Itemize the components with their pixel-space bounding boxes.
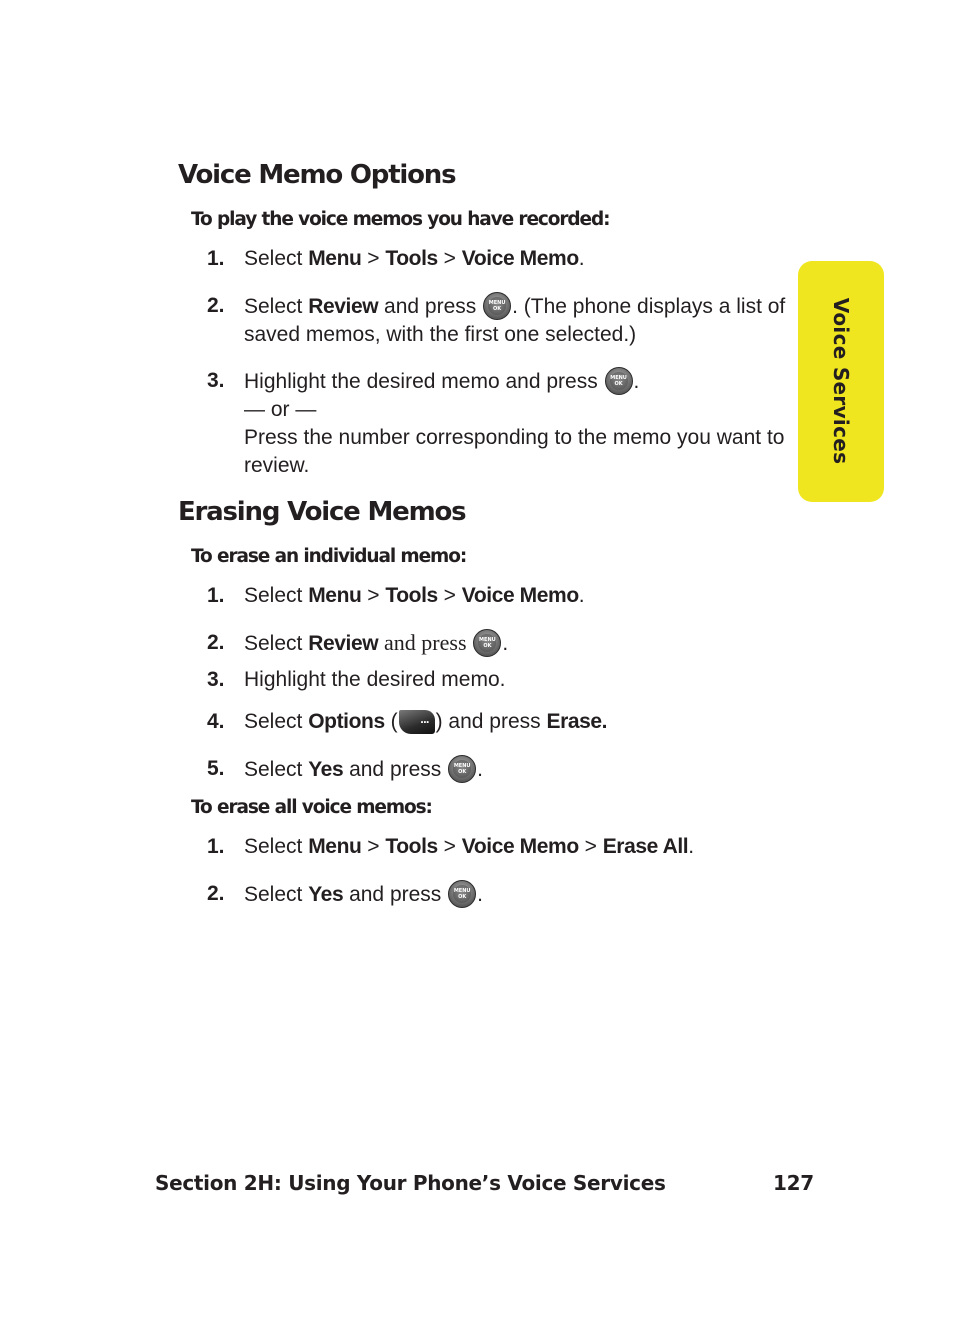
voice-memo-label: Voice Memo: [461, 835, 579, 858]
step-number: 3.: [207, 369, 225, 392]
step-number: 1.: [207, 584, 225, 607]
step-number: 3.: [207, 668, 225, 691]
footer-section-title: Section 2H: Using Your Phone’s Voice Services: [155, 1171, 666, 1195]
side-tab-label: Voice Services: [829, 297, 853, 465]
yes-label: Yes: [308, 758, 344, 781]
tools-label: Tools: [385, 835, 438, 858]
voice-memo-label: Voice Memo: [461, 247, 579, 270]
step-number: 5.: [207, 757, 225, 780]
right-softkey-icon: ...: [399, 710, 435, 734]
review-label: Review: [308, 295, 379, 318]
erase-all-label: Erase All: [602, 835, 689, 858]
menu-ok-key-icon: MENU OK: [605, 367, 633, 395]
alternative-instruction: Press the number corresponding to the memo you want to review.: [244, 426, 785, 477]
menu-ok-key-icon: MENU OK: [483, 292, 511, 320]
step-number: 4.: [207, 710, 225, 733]
lead-play-memos: To play the voice memos you have recorded:: [191, 209, 610, 230]
menu-label: Menu: [308, 247, 362, 270]
step-number: 2.: [207, 294, 225, 317]
tools-label: Tools: [385, 247, 438, 270]
lead-erase-individual: To erase an individual memo:: [191, 546, 467, 567]
review-label: Review: [308, 632, 379, 655]
voice-memo-label: Voice Memo: [461, 584, 579, 607]
step-number: 1.: [207, 835, 225, 858]
lead-erase-all: To erase all voice memos:: [191, 797, 432, 818]
page-number: 127: [773, 1171, 814, 1195]
or-separator: — or —: [244, 398, 317, 421]
menu-ok-key-icon: MENU OK: [448, 755, 476, 783]
step-number: 2.: [207, 882, 225, 905]
yes-label: Yes: [308, 883, 344, 906]
tools-label: Tools: [385, 584, 438, 607]
step-number: 2.: [207, 631, 225, 654]
erase-label: Erase.: [546, 710, 608, 733]
heading-erasing-voice-memos: Erasing Voice Memos: [178, 497, 466, 527]
menu-ok-key-icon: MENU OK: [473, 629, 501, 657]
heading-voice-memo-options: Voice Memo Options: [178, 160, 456, 190]
menu-label: Menu: [308, 835, 362, 858]
menu-ok-key-icon: MENU OK: [448, 880, 476, 908]
step-number: 1.: [207, 247, 225, 270]
options-label: Options: [308, 710, 385, 733]
menu-label: Menu: [308, 584, 362, 607]
